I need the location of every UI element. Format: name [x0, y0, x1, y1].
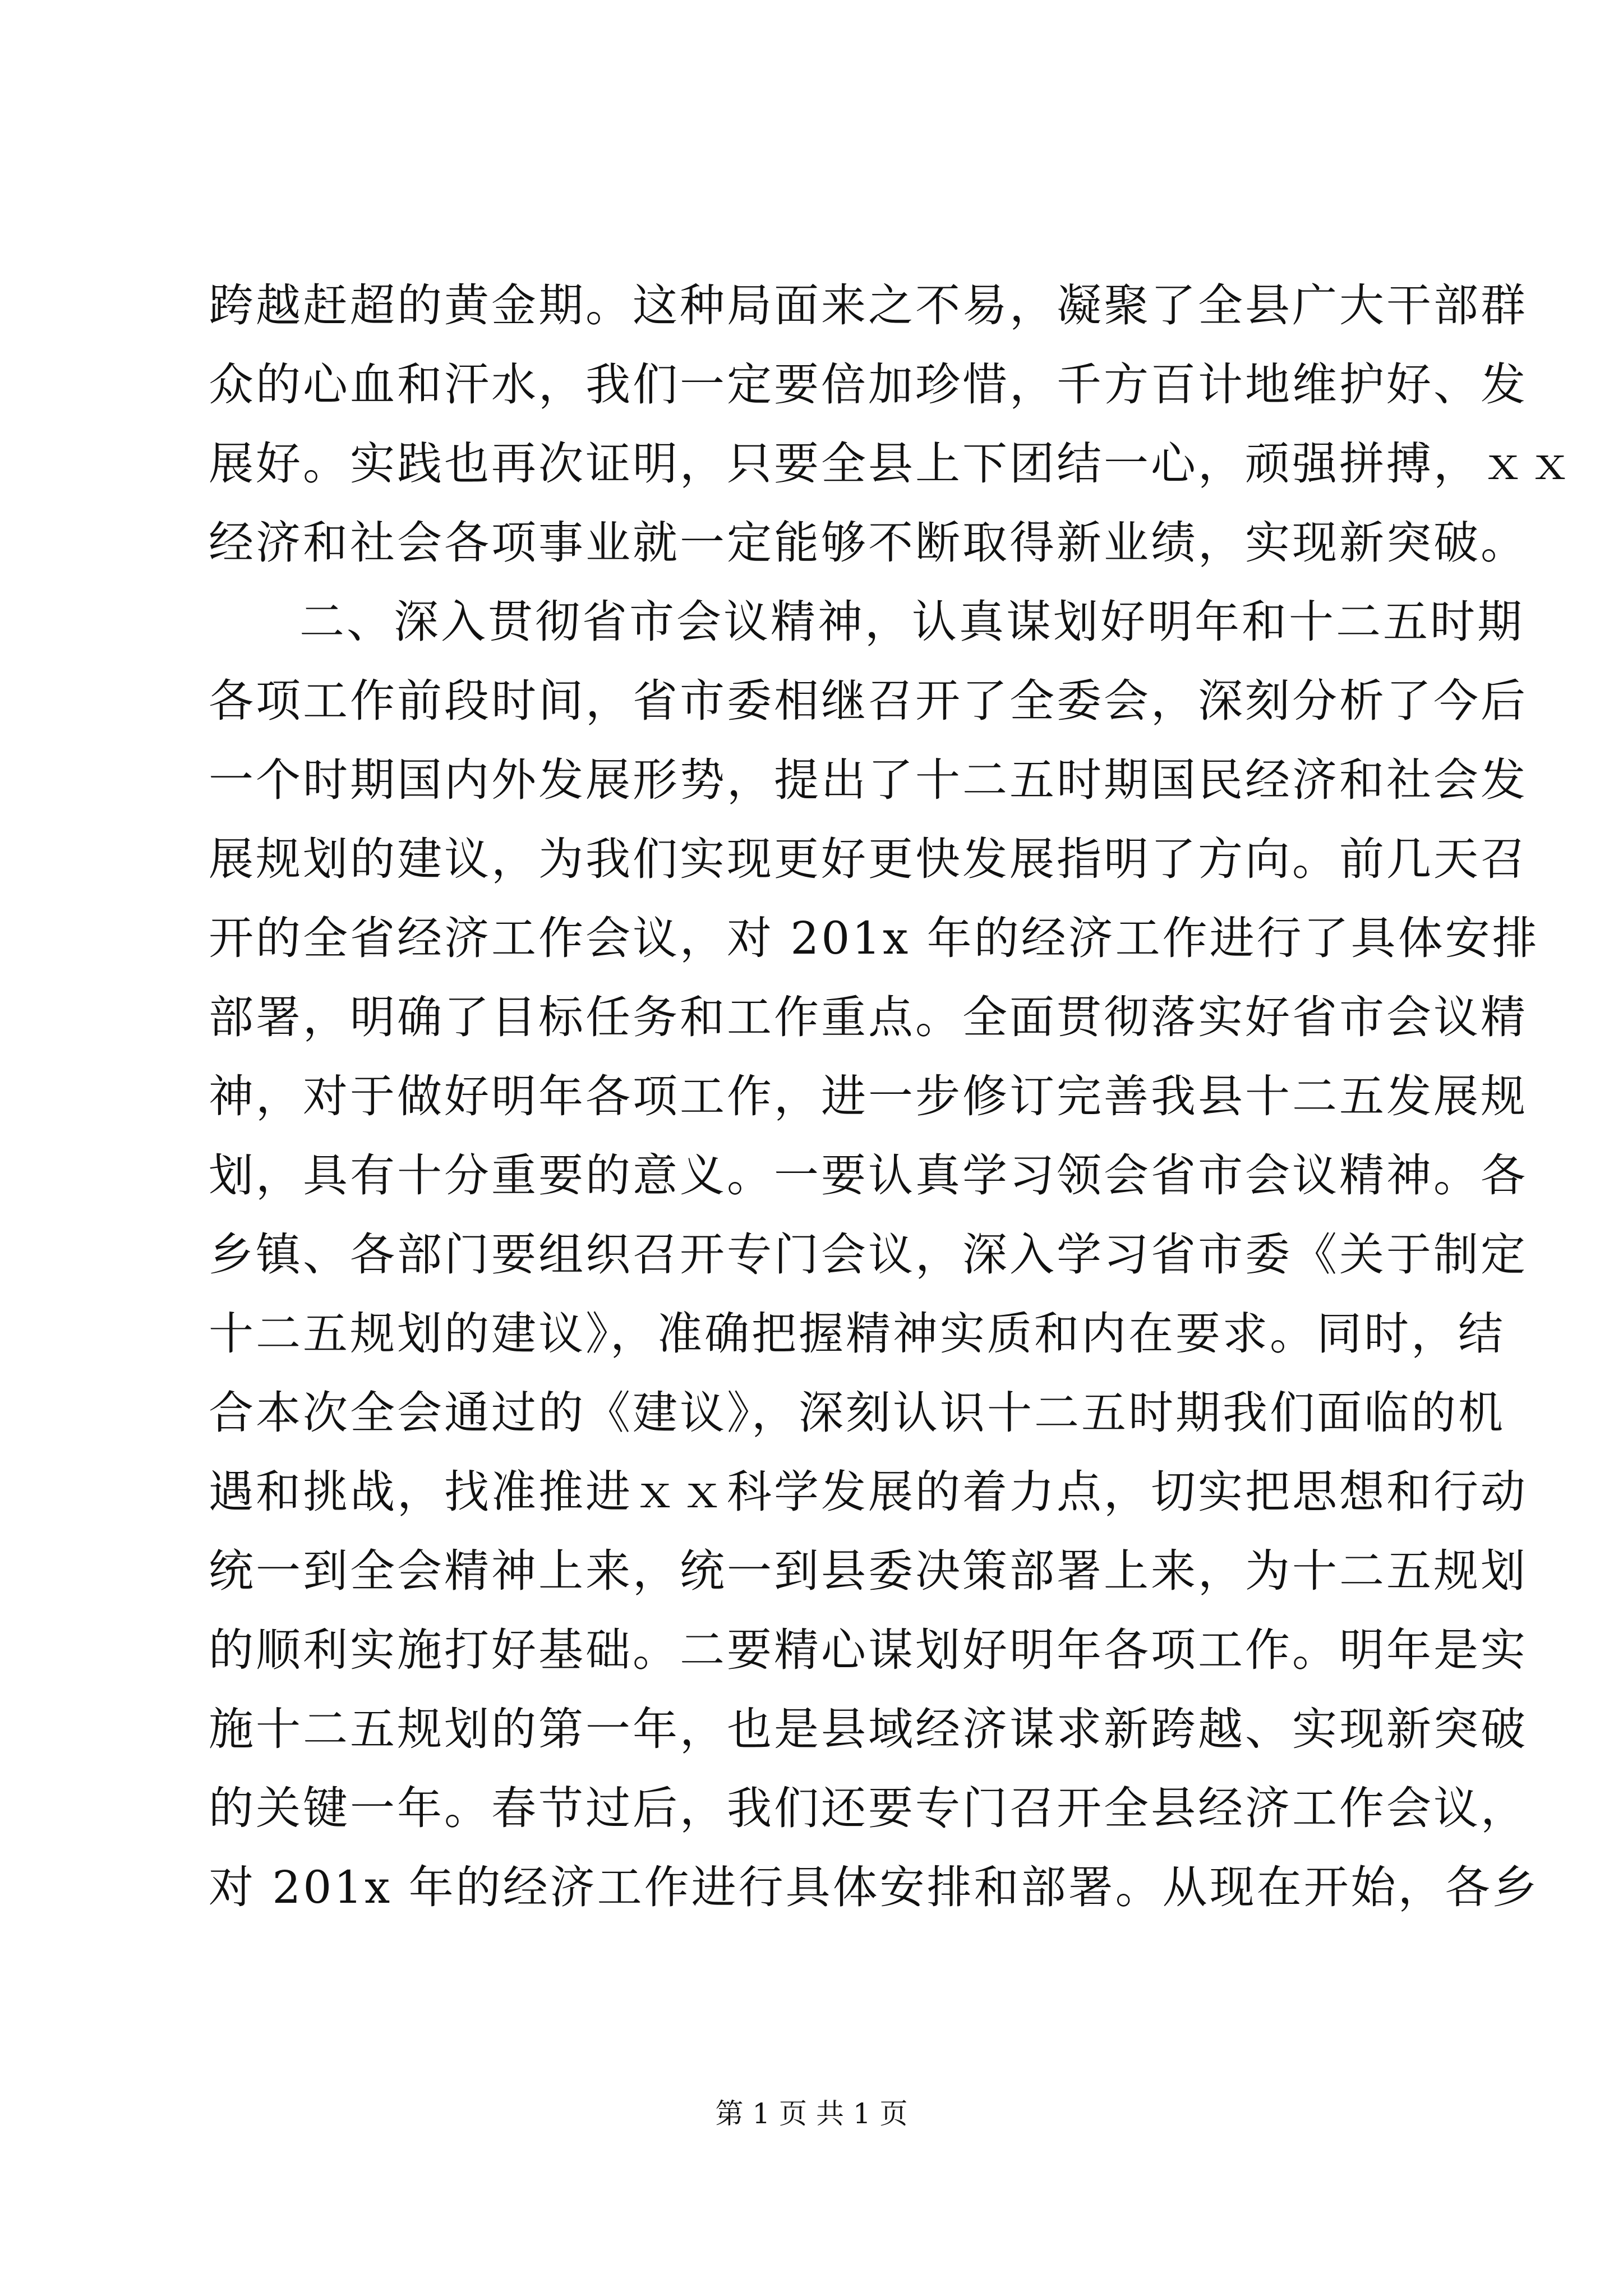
- text-line: 的关键一年。春节过后，我们还要专门召开全县经济工作会议，: [209, 1782, 1528, 1834]
- text-line: 的顺利实施打好基础。二要精心谋划好明年各项工作。明年是实: [209, 1624, 1528, 1676]
- text-line: 划，具有十分重要的意义。一要认真学习领会省市会议精神。各: [209, 1149, 1528, 1202]
- body-text: [209, 266, 1575, 1927]
- text-line: 乡镇、各部门要组织召开专门会议，深入学习省市委《关于制定: [209, 1228, 1528, 1281]
- text-line: 众的心血和汗水，我们一定要倍加珍惜，千方百计地维护好、发: [209, 358, 1528, 411]
- text-line: 部署，明确了目标任务和工作重点。全面贯彻落实好省市会议精: [209, 991, 1528, 1043]
- text-line: 展规划的建议，为我们实现更好更快发展指明了方向。前几天召: [209, 833, 1528, 885]
- text-line: 开的全省经济工作会议，对 201x 年的经济工作进行了具体安排: [209, 912, 1539, 964]
- text-line: 神，对于做好明年各项工作，进一步修订完善我县十二五发展规: [209, 1070, 1528, 1122]
- text-line: 跨越赶超的黄金期。这种局面来之不易，凝聚了全县广大干部群: [209, 279, 1528, 332]
- text-line: 施十二五规划的第一年，也是县域经济谋求新跨越、实现新突破: [209, 1703, 1528, 1755]
- text-line: 对 201x 年的经济工作进行具体安排和部署。从现在开始，各乡: [209, 1861, 1539, 1913]
- text-line: 十二五规划的建议》，准确把握精神实质和内在要求。同时，结: [209, 1308, 1505, 1360]
- page-footer: 第 1 页 共 1 页: [715, 2097, 908, 2130]
- text-line: 遇和挑战，找准推进ｘｘ科学发展的着力点，切实把思想和行动: [209, 1466, 1528, 1518]
- text-line: 经济和社会各项事业就一定能够不断取得新业绩，实现新突破。: [209, 517, 1528, 569]
- text-line: 统一到全会精神上来，统一到县委决策部署上来，为十二五规划: [209, 1545, 1528, 1597]
- text-line: 一个时期国内外发展形势，提出了十二五时期国民经济和社会发: [209, 754, 1528, 806]
- section-heading-line: 二、深入贯彻省市会议精神，认真谋划好明年和十二五时期: [299, 596, 1524, 648]
- text-line: 合本次全会通过的《建议》，深刻认识十二五时期我们面临的机: [209, 1387, 1505, 1439]
- text-line: 展好。实践也再次证明，只要全县上下团结一心，顽强拼搏，ｘｘ: [209, 438, 1575, 490]
- text-line: 各项工作前段时间，省市委相继召开了全委会，深刻分析了今后: [209, 675, 1528, 727]
